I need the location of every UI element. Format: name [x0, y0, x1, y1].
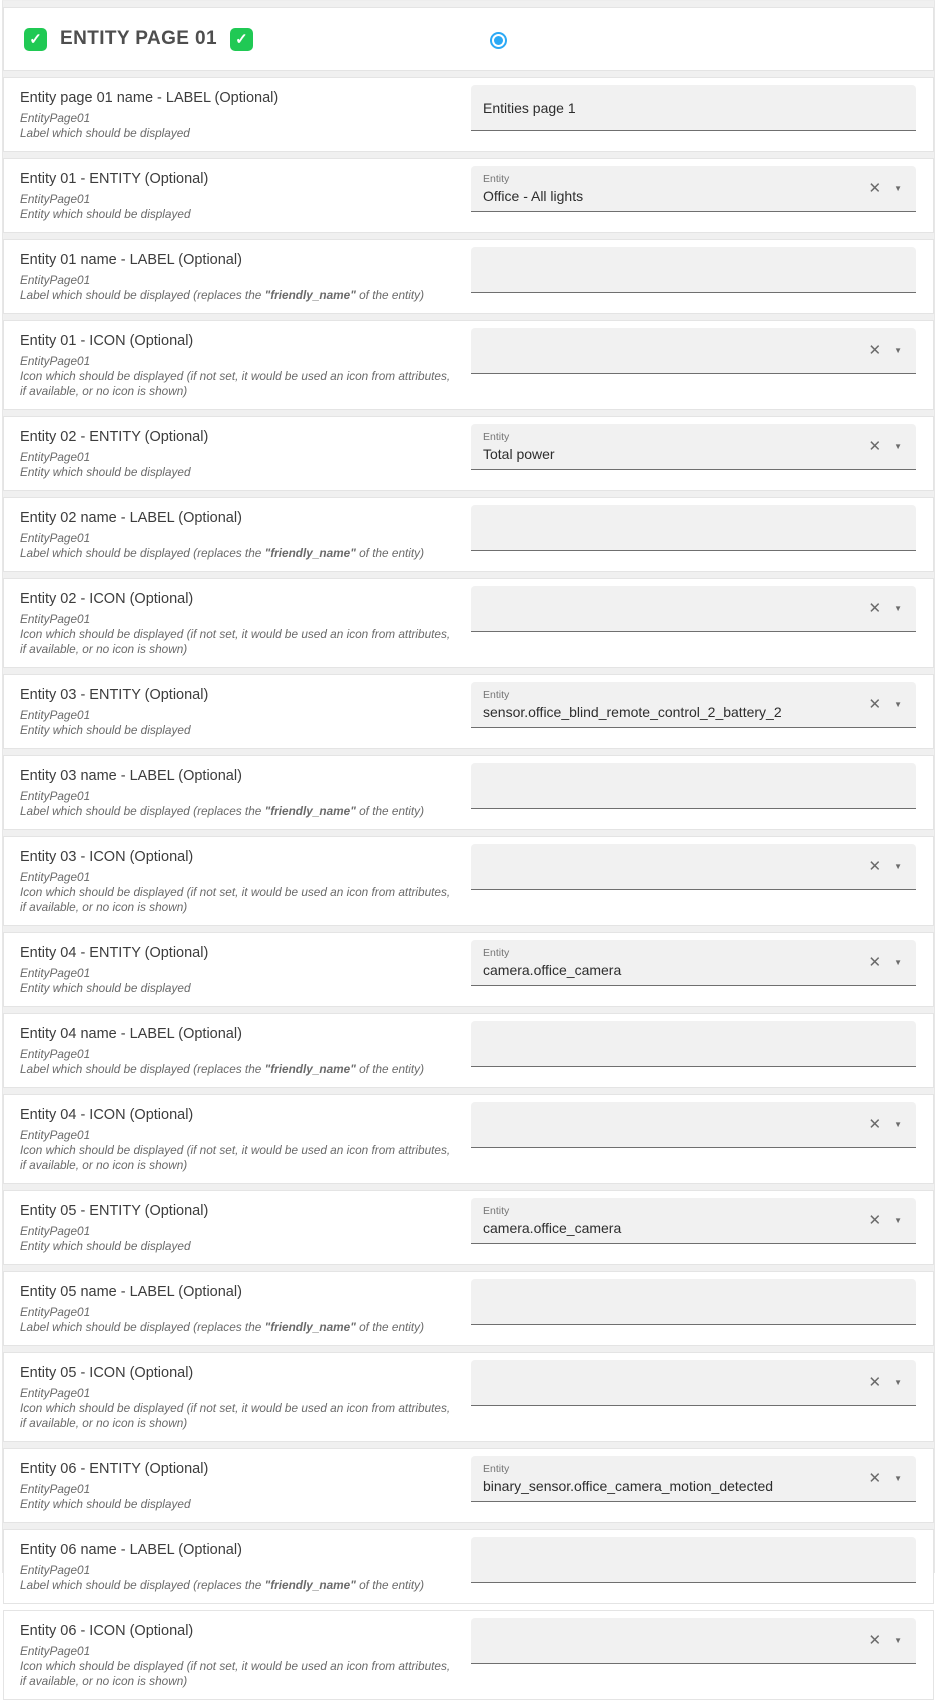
form-row	[3, 1610, 934, 1700]
row-description-text: Label which should be displayed (replaces the	[20, 1320, 265, 1334]
row-info	[4, 417, 471, 490]
row-description-tail: of the entity)	[355, 804, 425, 818]
form-row	[3, 755, 934, 830]
clear-icon[interactable]: ✕	[868, 1374, 882, 1391]
row-description	[20, 1062, 451, 1077]
field-floating-label: Entity	[483, 946, 510, 959]
row-description-bold: "friendly_name"	[264, 546, 356, 560]
row-info	[4, 321, 471, 409]
row-title: Entity 05 name - LABEL (Optional)	[20, 1284, 242, 1300]
row-description-text: Entity which should be displayed	[20, 465, 191, 479]
row-schema-key: EntityPage01	[20, 531, 91, 545]
clear-icon[interactable]: ✕	[868, 342, 882, 359]
field-value: Total power	[483, 445, 555, 462]
row-description-text: Icon which should be displayed (if not set, it would be used an icon from attributes, if available, or no icon is shown)	[20, 369, 451, 398]
row-description	[20, 1578, 451, 1593]
row-description-text: Label which should be displayed (replaces the	[20, 1578, 265, 1592]
row-description-text: Icon which should be displayed (if not set, it would be used an icon from attributes, if available, or no icon is shown)	[20, 627, 451, 656]
row-description-text: Label which should be displayed (replaces the	[20, 804, 265, 818]
row-info	[4, 78, 471, 151]
row-title: Entity 02 - ENTITY (Optional)	[20, 429, 209, 445]
clear-icon[interactable]: ✕	[868, 1470, 882, 1487]
row-title: Entity 01 name - LABEL (Optional)	[20, 252, 242, 268]
clear-icon[interactable]: ✕	[868, 1116, 882, 1133]
row-description-text: Entity which should be displayed	[20, 723, 191, 737]
row-description	[20, 126, 451, 141]
row-title: Entity 05 - ICON (Optional)	[20, 1365, 194, 1381]
row-description-bold: "friendly_name"	[264, 804, 356, 818]
select-icons	[869, 1117, 903, 1132]
row-description	[20, 465, 451, 480]
field-text	[483, 174, 583, 204]
select-icons	[869, 859, 903, 874]
row-info	[4, 675, 471, 748]
form-row	[3, 1190, 934, 1265]
form-row	[3, 1271, 934, 1346]
row-title: Entity 06 - ENTITY (Optional)	[20, 1461, 209, 1477]
row-title: Entity 04 - ENTITY (Optional)	[20, 945, 209, 961]
row-schema-key: EntityPage01	[20, 612, 91, 626]
row-description-bold: "friendly_name"	[264, 1062, 356, 1076]
field-text	[483, 100, 576, 116]
clear-icon[interactable]: ✕	[868, 696, 882, 713]
row-description-text: Entity which should be displayed	[20, 981, 191, 995]
dropdown-caret-icon[interactable]: ▼	[894, 1119, 902, 1129]
row-description-text: Label which should be displayed	[20, 126, 190, 140]
row-title: Entity 04 name - LABEL (Optional)	[20, 1026, 242, 1042]
row-title: Entity 03 name - LABEL (Optional)	[20, 768, 242, 784]
row-description	[20, 1401, 451, 1431]
text-input[interactable]	[471, 1537, 916, 1583]
row-description-tail: of the entity)	[355, 1578, 425, 1592]
row-schema-key: EntityPage01	[20, 966, 91, 980]
row-schema-key: EntityPage01	[20, 1563, 91, 1577]
row-description	[20, 207, 451, 222]
row-title: Entity 05 - ENTITY (Optional)	[20, 1203, 209, 1219]
row-description-text: Icon which should be displayed (if not set, it would be used an icon from attributes, if available, or no icon is shown)	[20, 1401, 451, 1430]
clear-icon[interactable]: ✕	[868, 954, 882, 971]
row-info	[4, 1191, 471, 1264]
form-row	[3, 836, 934, 926]
row-title: Entity 01 - ICON (Optional)	[20, 333, 194, 349]
select-icons	[869, 1633, 903, 1648]
row-title: Entity 06 - ICON (Optional)	[20, 1623, 194, 1639]
row-schema-key: EntityPage01	[20, 192, 91, 206]
text-input[interactable]	[471, 763, 916, 809]
clear-icon[interactable]: ✕	[868, 438, 882, 455]
field-value: camera.office_camera	[483, 1219, 622, 1236]
field-value: binary_sensor.office_camera_motion_detected	[483, 1477, 774, 1494]
row-description	[20, 1659, 451, 1689]
row-info	[4, 1095, 471, 1183]
form-row	[3, 1529, 934, 1604]
row-info	[4, 1353, 471, 1441]
entity-select[interactable]	[471, 940, 916, 986]
row-description-text: Entity which should be displayed	[20, 207, 191, 221]
dropdown-caret-icon[interactable]: ▼	[894, 699, 902, 709]
dropdown-caret-icon[interactable]: ▼	[894, 603, 902, 613]
row-title: Entity 04 - ICON (Optional)	[20, 1107, 194, 1123]
select-icons	[869, 601, 903, 616]
select-icons	[869, 1213, 903, 1228]
row-description-tail: of the entity)	[355, 546, 425, 560]
row-description	[20, 723, 451, 738]
field-value: Office - All lights	[483, 187, 584, 204]
row-schema-key: EntityPage01	[20, 789, 91, 803]
field-floating-label: Entity	[483, 1204, 510, 1217]
row-schema-key: EntityPage01	[20, 111, 91, 125]
radio-dot-icon	[494, 36, 503, 45]
row-description-text: Label which should be displayed (replaces the	[20, 288, 265, 302]
clear-icon[interactable]: ✕	[868, 180, 882, 197]
field-text	[483, 432, 555, 462]
entity-select[interactable]	[471, 424, 916, 470]
row-description-tail: of the entity)	[355, 1062, 425, 1076]
dropdown-caret-icon[interactable]: ▼	[894, 861, 902, 871]
row-description	[20, 1143, 451, 1173]
row-info	[4, 756, 471, 829]
entity-select[interactable]	[471, 1102, 916, 1148]
row-info	[4, 579, 471, 667]
text-input[interactable]	[471, 505, 916, 551]
field-floating-label: Entity	[483, 1462, 510, 1475]
entity-select[interactable]	[471, 1618, 916, 1664]
row-title: Entity 03 - ICON (Optional)	[20, 849, 194, 865]
row-description-tail: of the entity)	[355, 1320, 425, 1334]
section-enabled-checkbox[interactable]: ✓	[24, 28, 47, 51]
select-icons	[869, 955, 903, 970]
row-info	[4, 159, 471, 232]
row-schema-key: EntityPage01	[20, 1305, 91, 1319]
field-text	[483, 948, 621, 978]
row-description	[20, 546, 451, 561]
row-description-text: Label which should be displayed (replaces the	[20, 1062, 265, 1076]
form-row	[3, 158, 934, 233]
row-description	[20, 1320, 451, 1335]
form-row	[3, 416, 934, 491]
dropdown-caret-icon[interactable]: ▼	[894, 957, 902, 967]
field-floating-label: Entity	[483, 172, 510, 185]
row-title: Entity 01 - ENTITY (Optional)	[20, 171, 209, 187]
section-radio-button[interactable]	[490, 32, 507, 49]
form-row	[3, 320, 934, 410]
row-schema-key: EntityPage01	[20, 354, 91, 368]
field-value: camera.office_camera	[483, 961, 622, 978]
row-description-bold: "friendly_name"	[264, 1320, 356, 1334]
dropdown-caret-icon[interactable]: ▼	[894, 183, 902, 193]
row-description-bold: "friendly_name"	[264, 1578, 356, 1592]
field-floating-label: Entity	[483, 430, 510, 443]
entity-select[interactable]	[471, 328, 916, 374]
row-description	[20, 1497, 451, 1512]
clear-icon[interactable]: ✕	[868, 1632, 882, 1649]
row-title: Entity 03 - ENTITY (Optional)	[20, 687, 209, 703]
row-schema-key: EntityPage01	[20, 1224, 91, 1238]
row-description	[20, 885, 451, 915]
form-row	[3, 674, 934, 749]
form-row	[3, 1094, 934, 1184]
dropdown-caret-icon[interactable]: ▼	[894, 1215, 902, 1225]
row-info	[4, 933, 471, 1006]
form-row	[3, 1352, 934, 1442]
row-description	[20, 1239, 451, 1254]
text-input[interactable]	[471, 85, 916, 131]
config-page	[2, 0, 935, 1688]
row-description-text: Entity which should be displayed	[20, 1497, 191, 1511]
entity-select[interactable]	[471, 1360, 916, 1406]
clear-icon[interactable]: ✕	[868, 1212, 882, 1229]
field-value: Entities page 1	[483, 99, 576, 116]
row-info	[4, 1272, 471, 1345]
form-row	[3, 1013, 934, 1088]
row-schema-key: EntityPage01	[20, 1047, 91, 1061]
select-icons	[869, 439, 903, 454]
row-description-text: Label which should be displayed (replaces the	[20, 546, 265, 560]
select-icons	[869, 1471, 903, 1486]
row-schema-key: EntityPage01	[20, 1482, 91, 1496]
form-row	[3, 77, 934, 152]
dropdown-caret-icon[interactable]: ▼	[894, 1473, 902, 1483]
field-text	[483, 1464, 773, 1494]
row-info	[4, 1611, 471, 1699]
row-info	[4, 1530, 471, 1603]
section-header	[3, 7, 934, 71]
dropdown-caret-icon[interactable]: ▼	[894, 345, 902, 355]
row-schema-key: EntityPage01	[20, 1386, 91, 1400]
text-input[interactable]	[471, 1021, 916, 1067]
select-icons	[869, 697, 903, 712]
dropdown-caret-icon[interactable]: ▼	[894, 1377, 902, 1387]
field-text	[483, 690, 782, 720]
field-text	[483, 1206, 621, 1236]
dropdown-caret-icon[interactable]: ▼	[894, 1635, 902, 1645]
row-info	[4, 1014, 471, 1087]
row-schema-key: EntityPage01	[20, 273, 91, 287]
row-description	[20, 804, 451, 819]
page-title: ENTITY PAGE 01	[60, 28, 217, 49]
clear-icon[interactable]: ✕	[868, 858, 882, 875]
row-description	[20, 627, 451, 657]
select-icons	[869, 343, 903, 358]
row-description-tail: of the entity)	[355, 288, 425, 302]
row-description-text: Entity which should be displayed	[20, 1239, 191, 1253]
select-icons	[869, 1375, 903, 1390]
row-schema-key: EntityPage01	[20, 1128, 91, 1142]
field-floating-label: Entity	[483, 688, 510, 701]
row-description	[20, 981, 451, 996]
row-description	[20, 288, 451, 303]
text-input[interactable]	[471, 247, 916, 293]
row-title: Entity 02 - ICON (Optional)	[20, 591, 194, 607]
row-title: Entity page 01 name - LABEL (Optional)	[20, 90, 279, 106]
form-row	[3, 497, 934, 572]
row-schema-key: EntityPage01	[20, 450, 91, 464]
entity-select[interactable]	[471, 1198, 916, 1244]
row-title: Entity 02 name - LABEL (Optional)	[20, 510, 242, 526]
entity-select[interactable]	[471, 1456, 916, 1502]
form-row	[3, 1448, 934, 1523]
row-info	[4, 498, 471, 571]
clear-icon[interactable]: ✕	[868, 600, 882, 617]
form-row	[3, 239, 934, 314]
row-info	[4, 837, 471, 925]
row-schema-key: EntityPage01	[20, 708, 91, 722]
row-description	[20, 369, 451, 399]
entity-select[interactable]	[471, 166, 916, 212]
section-enabled-checkbox-right[interactable]: ✓	[230, 28, 253, 51]
text-input[interactable]	[471, 1279, 916, 1325]
row-description-bold: "friendly_name"	[264, 288, 356, 302]
field-value: sensor.office_blind_remote_control_2_battery_2	[483, 703, 782, 720]
row-schema-key: EntityPage01	[20, 870, 91, 884]
row-description-text: Icon which should be displayed (if not set, it would be used an icon from attributes, if available, or no icon is shown)	[20, 885, 451, 914]
entity-select[interactable]	[471, 586, 916, 632]
dropdown-caret-icon[interactable]: ▼	[894, 441, 902, 451]
row-description-text: Icon which should be displayed (if not set, it would be used an icon from attributes, if available, or no icon is shown)	[20, 1659, 451, 1688]
form-row	[3, 932, 934, 1007]
row-schema-key: EntityPage01	[20, 1644, 91, 1658]
entity-select[interactable]	[471, 682, 916, 728]
entity-select[interactable]	[471, 844, 916, 890]
form-row	[3, 578, 934, 668]
row-info	[4, 240, 471, 313]
row-info	[4, 1449, 471, 1522]
row-title: Entity 06 name - LABEL (Optional)	[20, 1542, 242, 1558]
select-icons	[869, 181, 903, 196]
row-description-text: Icon which should be displayed (if not set, it would be used an icon from attributes, if available, or no icon is shown)	[20, 1143, 451, 1172]
